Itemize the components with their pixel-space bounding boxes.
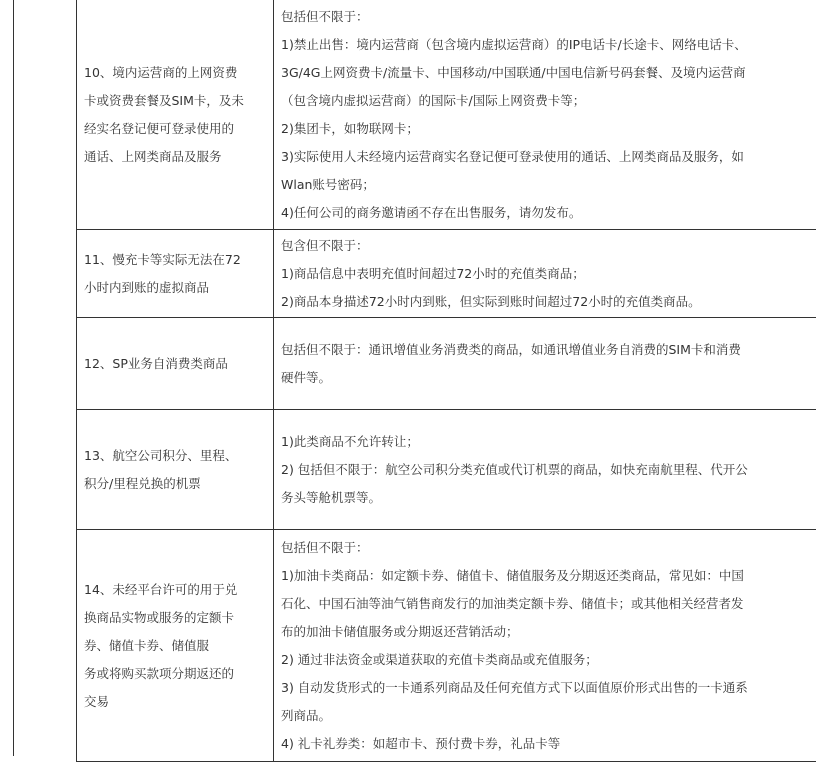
table-row bbox=[77, 318, 816, 410]
details-text: 1)此类商品不允许转让； bbox=[281, 428, 811, 456]
category-text: 券、储值卡券、储值服 bbox=[84, 632, 267, 660]
category-text: 小时内到账的虚拟商品 bbox=[84, 274, 267, 302]
details-text: 列商品。 bbox=[281, 702, 811, 730]
table-row bbox=[77, 410, 816, 530]
category-cell bbox=[77, 530, 274, 762]
details-text: 包括但不限于： bbox=[281, 534, 811, 562]
category-text: 交易 bbox=[84, 688, 267, 716]
details-text: 2) 包括但不限于：航空公司积分类充值或代订机票的商品，如快充南航里程、代开公 bbox=[281, 456, 811, 484]
category-cell bbox=[77, 230, 274, 318]
category-cell bbox=[77, 0, 274, 230]
details-text: 3)实际使用人未经境内运营商实名登记便可登录使用的通话、上网类商品及服务，如 bbox=[281, 143, 811, 171]
details-text: 1)商品信息中表明充值时间超过72小时的充值类商品； bbox=[281, 260, 811, 288]
details-text: 3) 自动发货形式的一卡通系列商品及任何充值方式下以面值原价形式出售的一卡通系 bbox=[281, 674, 811, 702]
left-border-strip bbox=[0, 0, 14, 756]
details-text: 4) 礼卡礼券类：如超市卡、预付费卡券，礼品卡等 bbox=[281, 730, 811, 758]
category-text: 积分/里程兑换的机票 bbox=[84, 470, 267, 498]
details-cell bbox=[274, 0, 816, 230]
category-text: 14、未经平台许可的用于兑 bbox=[84, 576, 267, 604]
details-text: 2)商品本身描述72小时内到账，但实际到账时间超过72小时的充值类商品。 bbox=[281, 288, 811, 316]
details-text: 1)加油卡类商品：如定额卡券、储值卡、储值服务及分期返还类商品，常见如：中国 bbox=[281, 562, 811, 590]
table-row bbox=[77, 230, 816, 318]
details-text: 务头等舱机票等。 bbox=[281, 484, 811, 512]
details-text: 硬件等。 bbox=[281, 364, 811, 392]
category-text: 12、SP业务自消费类商品 bbox=[84, 350, 267, 378]
details-cell bbox=[274, 410, 816, 530]
category-text: 经实名登记便可登录使用的 bbox=[84, 115, 267, 143]
category-text: 卡或资费套餐及SIM卡，及未 bbox=[84, 87, 267, 115]
details-text: 4)任何公司的商务邀请函不存在出售服务，请勿发布。 bbox=[281, 199, 811, 227]
details-text: 2)集团卡，如物联网卡； bbox=[281, 115, 811, 143]
details-text: 包括但不限于： bbox=[281, 3, 811, 31]
details-cell bbox=[274, 318, 816, 410]
details-text: 包括但不限于：通讯增值业务消费类的商品，如通讯增值业务自消费的SIM卡和消费 bbox=[281, 336, 811, 364]
table-row bbox=[77, 530, 816, 762]
details-text: 3G/4G上网资费卡/流量卡、中国移动/中国联通/中国电信新号码套餐、及境内运营商 bbox=[281, 59, 811, 87]
details-text: 包含但不限于： bbox=[281, 232, 811, 260]
details-text: 石化、中国石油等油气销售商发行的加油类定额卡券、储值卡；或其他相关经营者发 bbox=[281, 590, 811, 618]
details-text: 2) 通过非法资金或渠道获取的充值卡类商品或充值服务； bbox=[281, 646, 811, 674]
details-text: （包含境内虚拟运营商）的国际卡/国际上网资费卡等； bbox=[281, 87, 811, 115]
category-text: 换商品实物或服务的定额卡 bbox=[84, 604, 267, 632]
table-row bbox=[77, 0, 816, 230]
category-cell bbox=[77, 410, 274, 530]
category-cell bbox=[77, 318, 274, 410]
category-text: 10、境内运营商的上网资费 bbox=[84, 59, 267, 87]
category-text: 通话、上网类商品及服务 bbox=[84, 143, 267, 171]
rules-table bbox=[76, 0, 816, 762]
category-text: 11、慢充卡等实际无法在72 bbox=[84, 246, 267, 274]
details-text: Wlan账号密码； bbox=[281, 171, 811, 199]
details-text: 布的加油卡储值服务或分期返还营销活动； bbox=[281, 618, 811, 646]
details-text: 1)禁止出售：境内运营商（包含境内虚拟运营商）的IP电话卡/长途卡、网络电话卡、 bbox=[281, 31, 811, 59]
details-cell bbox=[274, 230, 816, 318]
category-text: 13、航空公司积分、里程、 bbox=[84, 442, 267, 470]
details-cell bbox=[274, 530, 816, 762]
category-text: 务或将购买款项分期返还的 bbox=[84, 660, 267, 688]
